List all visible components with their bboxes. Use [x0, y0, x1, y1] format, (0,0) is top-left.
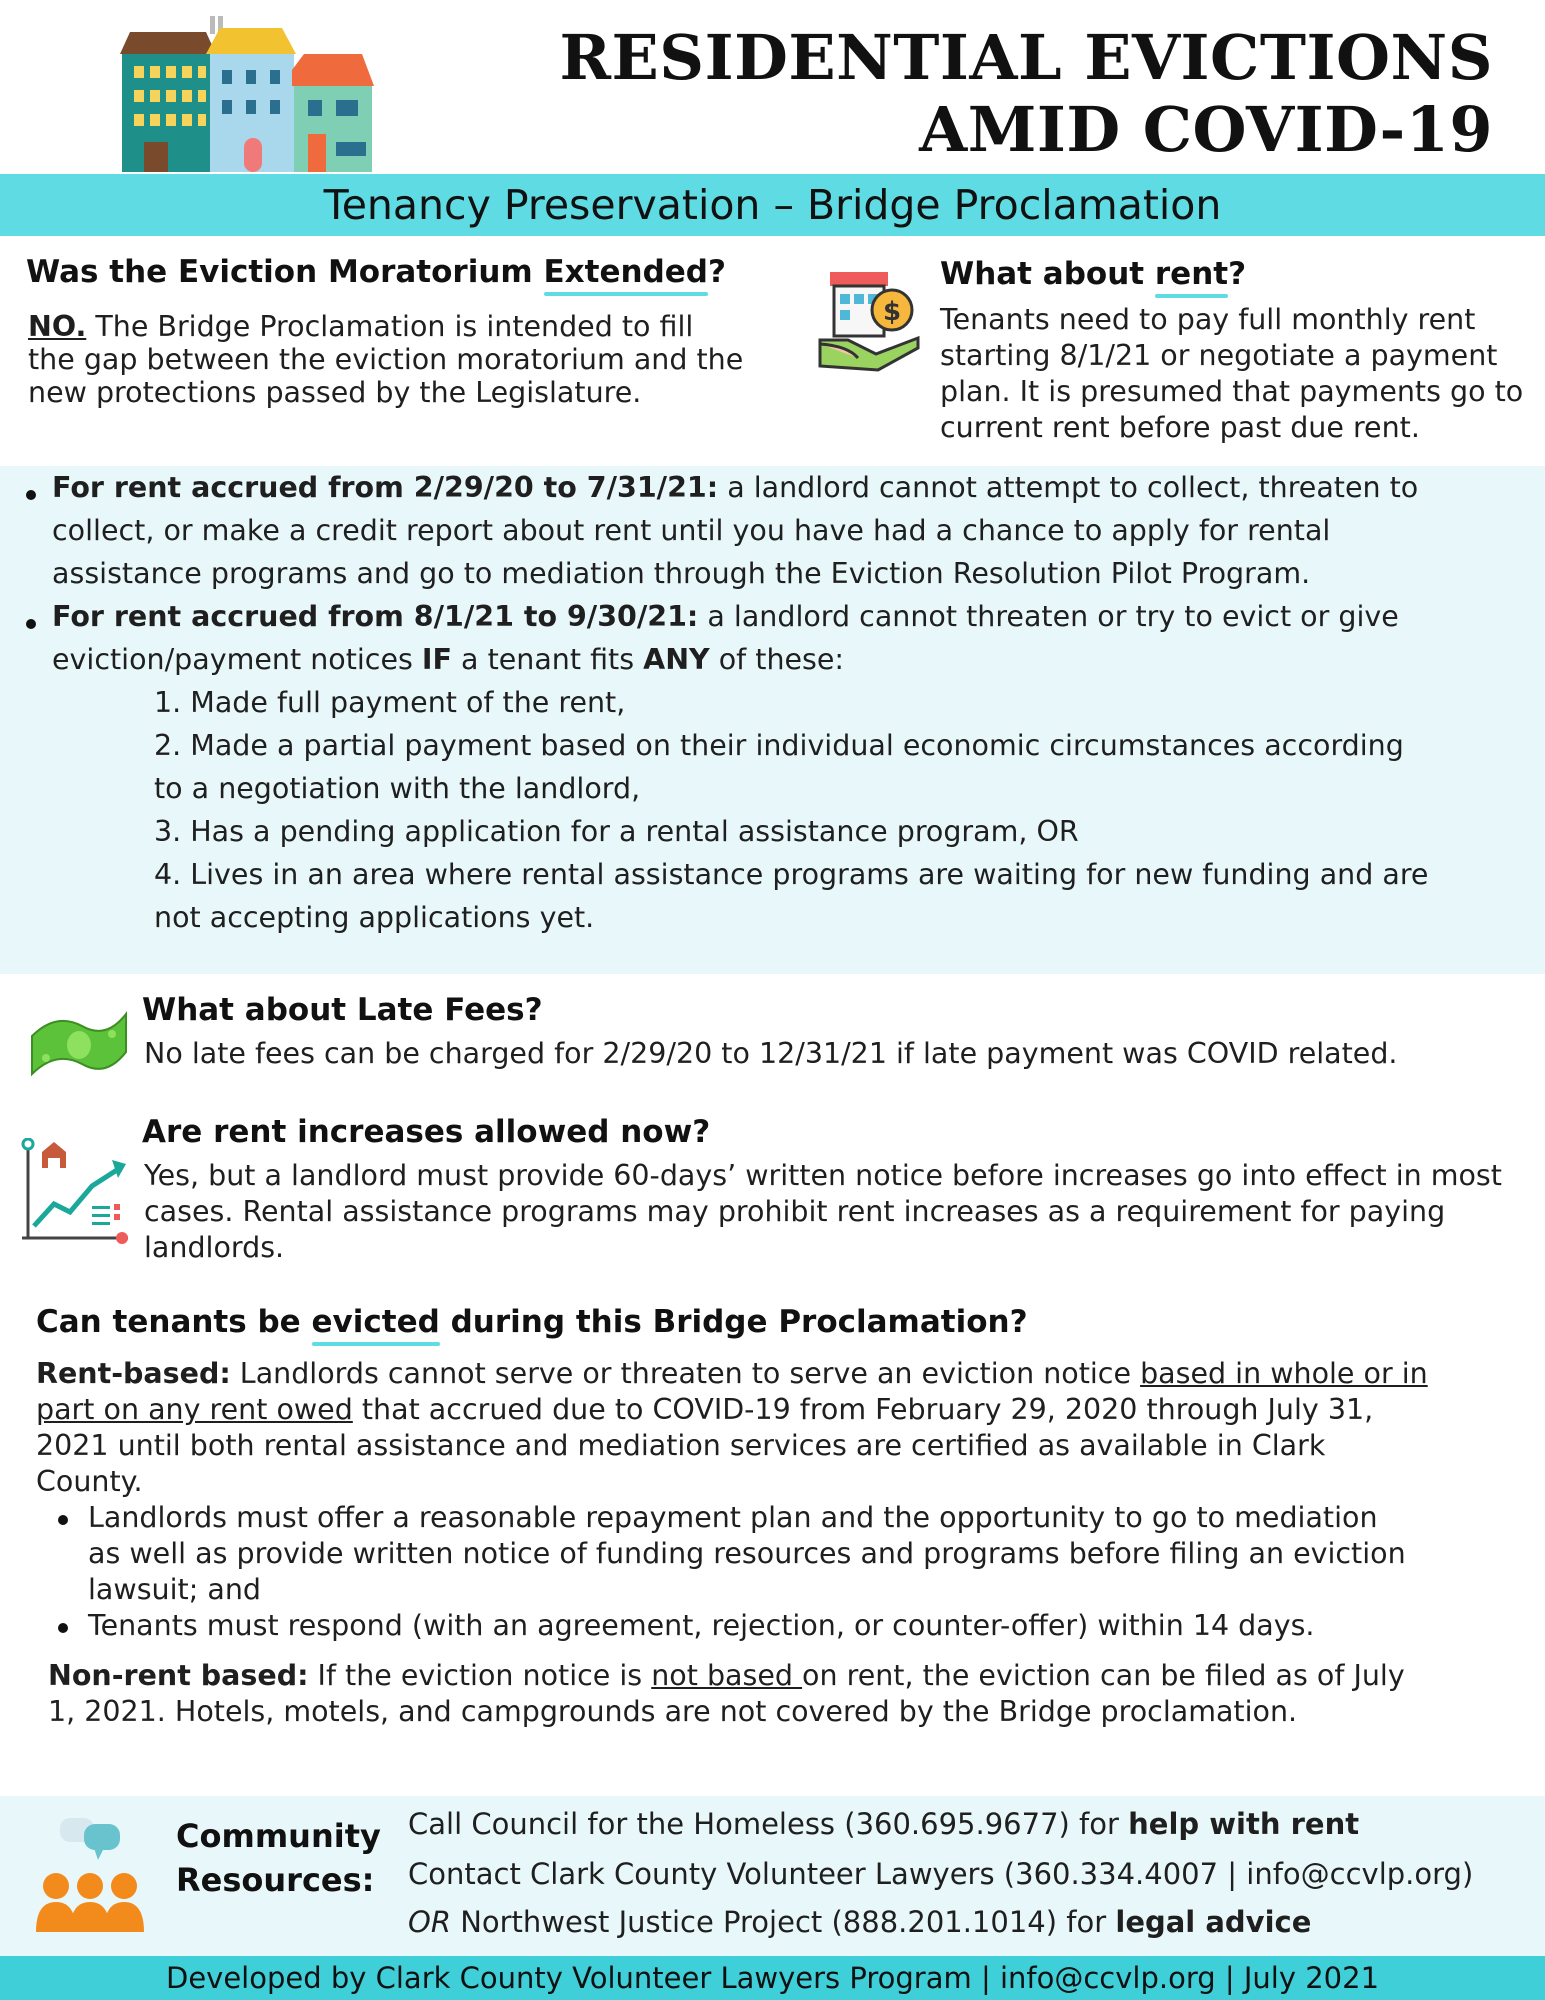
- list-item: Tenants must respond (with an agreement, rejection, or counter-offer) within 14 days.: [88, 1609, 1315, 1642]
- resources-label-line1: Community: [176, 1817, 381, 1855]
- rent-heading-post: ?: [1228, 256, 1247, 292]
- list-item: to a negotiation with the landlord,: [154, 772, 641, 805]
- money-icon: [26, 1006, 130, 1082]
- accrued-b2-any: ANY: [643, 643, 710, 676]
- accrued-b2-text1: a landlord cannot threaten or try to evict or give: [698, 600, 1399, 633]
- list-item: 1. Made full payment of the rent,: [154, 686, 626, 719]
- title-line-1: RESIDENTIAL EVICTIONS: [559, 21, 1493, 94]
- rent-based-underlined: based in whole or in part on any rent owed: [36, 1357, 1428, 1426]
- accrued-b1-line1: [52, 466, 1418, 509]
- accrued-rent-section: [0, 466, 1545, 974]
- accrued-b2-mid: a tenant fits: [451, 643, 644, 676]
- moratorium-heading: [26, 254, 726, 290]
- bullet-dot: [58, 1623, 68, 1633]
- list-item: 2. Made a partial payment based on their individual economic circumstances according: [154, 729, 1404, 762]
- section-banner: Tenancy Preservation – Bridge Proclamation: [0, 174, 1545, 236]
- accrued-b2-line1: [52, 595, 1399, 638]
- moratorium-heading-post: ?: [708, 254, 726, 290]
- accrued-b1-bold: For rent accrued from 2/29/20 to 7/31/21:: [52, 471, 719, 504]
- rent-based-label: Rent-based:: [36, 1357, 231, 1390]
- non-rent-underlined: not based: [651, 1659, 803, 1692]
- increases-body: Yes, but a landlord must provide 60-days’ written notice before increases go into effect in most cases. Rental assistance programs may prohibit rent increases as a requirement for paying landlords.: [144, 1159, 1502, 1264]
- rising-chart-icon: [20, 1138, 132, 1246]
- bullet-dot: [58, 1515, 68, 1525]
- resource-line3-italic: OR: [408, 1905, 451, 1939]
- rent-based-paragraph: [36, 1356, 1436, 1500]
- moratorium-answer: NO.: [28, 310, 87, 343]
- bullet-dot: [26, 490, 36, 500]
- resources-label: [176, 1814, 381, 1902]
- rent-body: Tenants need to pay full monthly rent starting 8/1/21 or negotiate a payment plan. It is presumed that payments go to current rent before past due rent.: [940, 303, 1524, 444]
- accrued-b1-text1: a landlord cannot attempt to collect, threaten to: [718, 471, 1419, 504]
- rent-heading-pre: What about: [940, 256, 1155, 292]
- list-item: Landlords must offer a reasonable repayment plan and the opportunity to go to mediation as well as provide written notice of funding resources and programs before filing an eviction lawsuit; and: [88, 1501, 1406, 1606]
- bullet-dot: [26, 619, 36, 629]
- resource-line-1: [408, 1804, 1359, 1844]
- resource-line1-bold: help with rent: [1128, 1807, 1360, 1841]
- resource-line3-mid: Northwest Justice Project (888.201.1014) for: [450, 1905, 1116, 1939]
- svg-text:$: $: [882, 297, 902, 327]
- non-rent-label: Non-rent based:: [48, 1659, 309, 1692]
- rent-heading: [940, 256, 1246, 292]
- footer: Developed by Clark County Volunteer Lawyers Program | info@ccvlp.org | July 2021: [0, 1956, 1545, 2000]
- increases-heading: Are rent increases allowed now?: [142, 1114, 711, 1150]
- evicted-heading-post: during this Bridge Proclamation?: [439, 1304, 1028, 1340]
- resource-line1-pre: Call Council for the Homeless (360.695.9677) for: [408, 1807, 1129, 1841]
- list-item: 3. Has a pending application for a rental assistance program, OR: [154, 815, 1079, 848]
- resource-line-2: Contact Clark County Volunteer Lawyers (360.334.4007 | info@ccvlp.org): [408, 1857, 1474, 1891]
- resource-line3-bold: legal advice: [1115, 1905, 1312, 1939]
- accrued-b2-if: IF: [421, 643, 452, 676]
- title-line-2: AMID COVID-19: [919, 93, 1493, 166]
- evicted-heading-underlined: evicted: [311, 1304, 440, 1340]
- accrued-b2-pre: eviction/payment notices: [52, 643, 422, 676]
- moratorium-heading-pre: Was the Eviction Moratorium: [26, 254, 544, 290]
- accrued-b2-line2: [52, 638, 844, 681]
- resources-label-line2: Resources:: [176, 1861, 375, 1899]
- rent-based-post: that accrued due to COVID-19 from February 29, 2020 through July 31, 2021 until both rental assistance and mediation services are certified as available in Clark County.: [36, 1393, 1374, 1498]
- rent-based-pre: Landlords cannot serve or threaten to serve an eviction notice: [230, 1357, 1141, 1390]
- community-resources-section: [0, 1796, 1545, 1956]
- accrued-b2-post: of these:: [709, 643, 845, 676]
- accrued-b1-line2: collect, or make a credit report about rent until you have had a chance to apply for rental: [52, 514, 1331, 547]
- resource-line-3: [408, 1902, 1311, 1942]
- rent-heading-underlined: rent: [1154, 256, 1229, 292]
- late-fees-heading: What about Late Fees?: [142, 992, 543, 1028]
- accrued-b1-line3: assistance programs and go to mediation through the Eviction Resolution Pilot Program.: [52, 557, 1311, 590]
- accrued-b2-bold: For rent accrued from 8/1/21 to 9/30/21:: [52, 600, 699, 633]
- house-dollar-icon: [818, 266, 924, 376]
- moratorium-body: [28, 310, 748, 409]
- late-fees-body: No late fees can be charged for 2/29/20 to 12/31/21 if late payment was COVID related.: [144, 1037, 1398, 1070]
- community-people-icon: [34, 1814, 146, 1934]
- houses-icon: [114, 14, 376, 172]
- evicted-heading: [36, 1304, 1028, 1340]
- page-title: [560, 22, 1493, 166]
- evicted-heading-pre: Can tenants be: [36, 1304, 312, 1340]
- non-rent-pre: If the eviction notice is: [308, 1659, 652, 1692]
- non-rent-paragraph: [48, 1658, 1428, 1730]
- list-item: not accepting applications yet.: [154, 901, 595, 934]
- moratorium-text: The Bridge Proclamation is intended to fill the gap between the eviction moratorium and the new protections passed by the Legislature.: [28, 310, 744, 409]
- non-rent-post: on rent, the eviction can be filed as of July 1, 2021. Hotels, motels, and campgrounds are not covered by the Bridge proclamation.: [48, 1659, 1405, 1728]
- moratorium-heading-underlined: Extended: [543, 254, 708, 290]
- list-item: 4. Lives in an area where rental assistance programs are waiting for new funding and are: [154, 858, 1429, 891]
